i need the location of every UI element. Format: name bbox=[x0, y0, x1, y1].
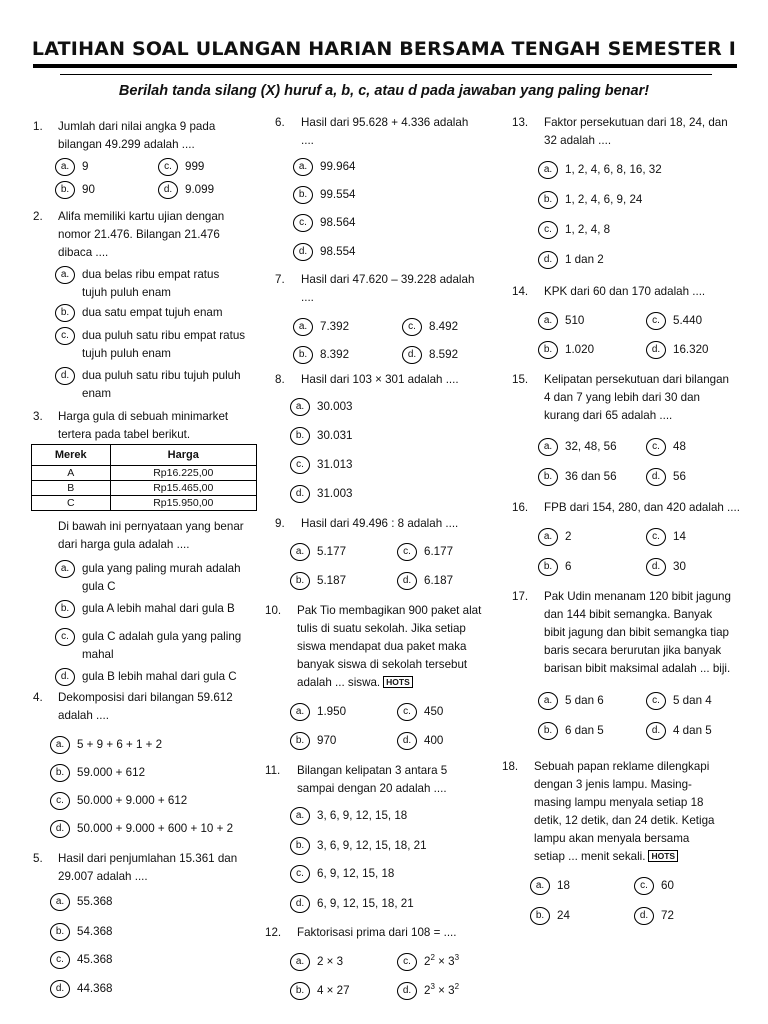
title-rule-thick bbox=[33, 64, 737, 68]
question-number: 1. bbox=[33, 120, 43, 133]
question-text: Dekomposisi dari bilangan 59.612 adalah .... bbox=[58, 691, 233, 722]
question-number: 16. bbox=[512, 501, 529, 514]
question-text: Hasil dari penjumlahan 15.361 dan 29.007 adalah .... bbox=[58, 852, 238, 883]
question-number: 3. bbox=[33, 410, 43, 423]
question-text: KPK dari 60 dan 170 adalah .... bbox=[544, 285, 706, 298]
question-number: 9. bbox=[275, 517, 285, 530]
price-table: Merek Harga A Rp16.225,00 B Rp15.465,00 C Rp15.950,00 bbox=[31, 444, 257, 511]
question-number: 7. bbox=[275, 273, 285, 286]
hots-badge: HOTS bbox=[648, 850, 678, 862]
hots-badge: HOTS bbox=[383, 676, 413, 688]
question-number: 8. bbox=[275, 373, 285, 386]
worksheet-title: LATIHAN SOAL ULANGAN HARIAN BERSAMA TENGAH SEMESTER I bbox=[31, 38, 737, 60]
question-text: Jumlah dari nilai angka 9 pada bilangan 49.299 adalah .... bbox=[58, 120, 216, 151]
question-number: 10. bbox=[265, 604, 282, 617]
question-number: 5. bbox=[33, 852, 43, 865]
question-text: Pak Tio membagikan 900 paket alat tulis di suatu sekolah. Jika setiap siswa mendapat dua paket maka banyak siswa di sekolah tersebut adalah ... siswa. HOTS bbox=[297, 604, 482, 689]
question-text: Pak Udin menanam 120 bibit jagung dan 144 bibit semangka. Banyak bibit jagung dan bibit semangka tiap baris secara berurutan jika banyak barisan bibit maksimal adalah ... biji. bbox=[544, 590, 731, 675]
question-text: Sebuah papan reklame dilengkapi dengan 3 jenis lampu. Masing- masing lampu menyala setiap 18 detik, 12 detik, dan 24 detik. Ketiga lampu akan menyala bersama setiap ... menit sekali. HOTS bbox=[534, 760, 715, 863]
question-number: 14. bbox=[512, 285, 529, 298]
question-text: Hasil dari 103 × 301 adalah .... bbox=[301, 373, 459, 386]
question-number: 2. bbox=[33, 210, 43, 223]
question-number: 6. bbox=[275, 116, 285, 129]
question-text: Harga gula di sebuah minimarket tertera pada tabel berikut. bbox=[58, 410, 229, 441]
question-3-stem: Di bawah ini pernyataan yang benar dari harga gula adalah .... bbox=[58, 520, 244, 551]
instruction-text: Berilah tanda silang (X) huruf a, b, c, atau d pada jawaban yang paling benar! bbox=[118, 83, 650, 99]
question-number: 11. bbox=[265, 764, 281, 777]
title-rule-thin bbox=[60, 74, 712, 75]
question-number: 13. bbox=[512, 116, 529, 129]
question-text: Hasil dari 49.496 : 8 adalah .... bbox=[301, 517, 459, 530]
question-number: 18. bbox=[502, 760, 519, 773]
question-number: 17. bbox=[512, 590, 529, 603]
question-text: Kelipatan persekutuan dari bilangan 4 dan 7 yang lebih dari 30 dan kurang dari 65 adalah .... bbox=[544, 373, 729, 422]
question-number: 12. bbox=[265, 926, 282, 939]
question-number: 4. bbox=[33, 691, 43, 704]
question-text: FPB dari 154, 280, dan 420 adalah .... bbox=[544, 501, 740, 514]
question-text: Alifa memiliki kartu ujian dengan nomor 21.476. Bilangan 21.476 dibaca .... bbox=[58, 210, 225, 259]
question-text: Hasil dari 95.628 + 4.336 adalah .... bbox=[301, 116, 469, 147]
question-text: Hasil dari 47.620 – 39.228 adalah .... bbox=[301, 273, 475, 304]
question-text: Bilangan kelipatan 3 antara 5 sampai dengan 20 adalah .... bbox=[297, 764, 448, 795]
question-text: Faktor persekutuan dari 18, 24, dan 32 adalah .... bbox=[544, 116, 728, 147]
question-number: 15. bbox=[512, 373, 529, 386]
question-text: Faktorisasi prima dari 108 = .... bbox=[297, 926, 457, 939]
